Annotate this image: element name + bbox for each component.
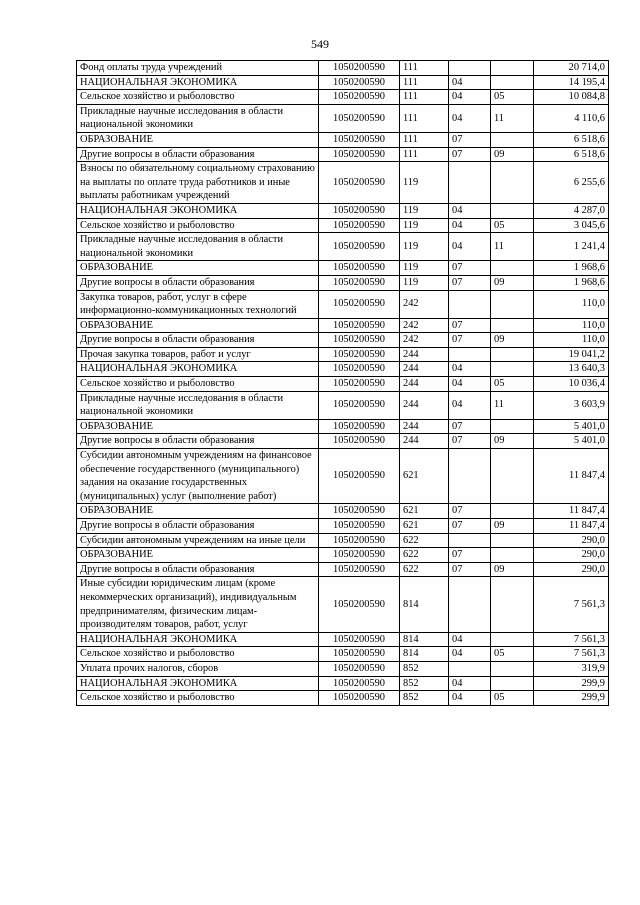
table-row [77, 577, 609, 632]
row-name-cell: НАЦИОНАЛЬНАЯ ЭКОНОМИКА [77, 632, 319, 647]
row-name-cell: ОБРАЗОВАНИЕ [77, 419, 319, 434]
row-section-cell: 07 [449, 261, 491, 276]
row-subsection-cell [491, 504, 534, 519]
row-section-cell: 07 [449, 519, 491, 534]
table-row [77, 104, 609, 132]
row-name-cell: Субсидии автономным учреждениям на иные цели [77, 533, 319, 548]
row-section-cell: 04 [449, 233, 491, 261]
table-row [77, 504, 609, 519]
row-amount-cell: 11 847,4 [534, 519, 609, 534]
row-section-cell: 04 [449, 676, 491, 691]
table-row [77, 61, 609, 76]
row-code-cell: 1050200590 [319, 419, 400, 434]
row-section-cell: 07 [449, 434, 491, 449]
row-subsection-cell [491, 132, 534, 147]
row-subsection-cell: 11 [491, 391, 534, 419]
row-code-cell: 1050200590 [319, 449, 400, 504]
row-name-cell: Сельское хозяйство и рыболовство [77, 377, 319, 392]
row-name-cell: Сельское хозяйство и рыболовство [77, 691, 319, 706]
row-amount-cell: 20 714,0 [534, 61, 609, 76]
row-expense-type-cell: 242 [400, 333, 449, 348]
row-amount-cell: 6 518,6 [534, 132, 609, 147]
row-section-cell: 07 [449, 562, 491, 577]
row-name-cell: Сельское хозяйство и рыболовство [77, 218, 319, 233]
row-code-cell: 1050200590 [319, 290, 400, 318]
row-subsection-cell: 09 [491, 562, 534, 577]
row-amount-cell: 299,9 [534, 676, 609, 691]
row-expense-type-cell: 119 [400, 162, 449, 204]
row-name-cell: Другие вопросы в области образования [77, 519, 319, 534]
row-subsection-cell: 05 [491, 218, 534, 233]
row-name-cell: Другие вопросы в области образования [77, 333, 319, 348]
row-amount-cell: 11 847,4 [534, 449, 609, 504]
row-amount-cell: 13 640,3 [534, 362, 609, 377]
row-code-cell: 1050200590 [319, 577, 400, 632]
row-section-cell [449, 533, 491, 548]
row-name-cell: Прикладные научные исследования в области национальной экономики [77, 104, 319, 132]
row-amount-cell: 290,0 [534, 562, 609, 577]
row-code-cell: 1050200590 [319, 132, 400, 147]
row-expense-type-cell: 119 [400, 233, 449, 261]
row-amount-cell: 3 045,6 [534, 218, 609, 233]
row-section-cell: 07 [449, 318, 491, 333]
row-section-cell: 04 [449, 218, 491, 233]
row-expense-type-cell: 111 [400, 90, 449, 105]
row-amount-cell: 10 084,8 [534, 90, 609, 105]
row-section-cell: 04 [449, 90, 491, 105]
row-subsection-cell: 11 [491, 104, 534, 132]
row-code-cell: 1050200590 [319, 333, 400, 348]
table-row [77, 233, 609, 261]
row-section-cell: 04 [449, 632, 491, 647]
row-subsection-cell: 11 [491, 233, 534, 261]
row-section-cell: 07 [449, 419, 491, 434]
row-name-cell: Уплата прочих налогов, сборов [77, 661, 319, 676]
table-row [77, 691, 609, 706]
table-row [77, 377, 609, 392]
row-section-cell [449, 577, 491, 632]
table-row [77, 162, 609, 204]
row-name-cell: Фонд оплаты труда учреждений [77, 61, 319, 76]
table-row [77, 676, 609, 691]
row-subsection-cell: 09 [491, 434, 534, 449]
row-section-cell: 04 [449, 377, 491, 392]
row-name-cell: Прикладные научные исследования в области национальной экономики [77, 233, 319, 261]
row-section-cell: 07 [449, 147, 491, 162]
row-expense-type-cell: 244 [400, 377, 449, 392]
row-name-cell: Субсидии автономным учреждениям на финансовое обеспечение государственного (муниципального) задания на оказание государственных (муниципальных) услуг (выполнение работ) [77, 449, 319, 504]
row-code-cell: 1050200590 [319, 434, 400, 449]
row-name-cell: ОБРАЗОВАНИЕ [77, 548, 319, 563]
row-section-cell: 04 [449, 203, 491, 218]
row-expense-type-cell: 244 [400, 347, 449, 362]
row-subsection-cell [491, 290, 534, 318]
row-code-cell: 1050200590 [319, 632, 400, 647]
row-code-cell: 1050200590 [319, 90, 400, 105]
row-code-cell: 1050200590 [319, 233, 400, 261]
row-subsection-cell [491, 347, 534, 362]
table-row [77, 347, 609, 362]
row-code-cell: 1050200590 [319, 661, 400, 676]
row-amount-cell: 6 518,6 [534, 147, 609, 162]
row-expense-type-cell: 111 [400, 104, 449, 132]
row-amount-cell: 110,0 [534, 318, 609, 333]
row-amount-cell: 1 241,4 [534, 233, 609, 261]
row-code-cell: 1050200590 [319, 647, 400, 662]
budget-table [76, 60, 609, 706]
row-amount-cell: 1 968,6 [534, 275, 609, 290]
row-subsection-cell [491, 61, 534, 76]
row-expense-type-cell: 621 [400, 449, 449, 504]
table-row [77, 548, 609, 563]
row-name-cell: Другие вопросы в области образования [77, 562, 319, 577]
row-expense-type-cell: 852 [400, 661, 449, 676]
row-section-cell: 04 [449, 647, 491, 662]
row-subsection-cell [491, 162, 534, 204]
table-row [77, 562, 609, 577]
row-subsection-cell [491, 318, 534, 333]
row-expense-type-cell: 119 [400, 218, 449, 233]
row-subsection-cell: 05 [491, 90, 534, 105]
row-amount-cell: 4 287,0 [534, 203, 609, 218]
row-name-cell: ОБРАЗОВАНИЕ [77, 261, 319, 276]
row-expense-type-cell: 814 [400, 647, 449, 662]
table-row [77, 391, 609, 419]
row-section-cell: 04 [449, 691, 491, 706]
row-amount-cell: 290,0 [534, 548, 609, 563]
row-subsection-cell: 05 [491, 377, 534, 392]
row-amount-cell: 1 968,6 [534, 261, 609, 276]
row-subsection-cell [491, 203, 534, 218]
row-code-cell: 1050200590 [319, 275, 400, 290]
row-name-cell: НАЦИОНАЛЬНАЯ ЭКОНОМИКА [77, 203, 319, 218]
row-expense-type-cell: 814 [400, 632, 449, 647]
row-code-cell: 1050200590 [319, 391, 400, 419]
table-row [77, 533, 609, 548]
row-subsection-cell [491, 676, 534, 691]
row-amount-cell: 319,9 [534, 661, 609, 676]
row-expense-type-cell: 111 [400, 75, 449, 90]
row-amount-cell: 4 110,6 [534, 104, 609, 132]
table-row [77, 90, 609, 105]
row-section-cell: 04 [449, 75, 491, 90]
table-row [77, 434, 609, 449]
table-row [77, 318, 609, 333]
row-expense-type-cell: 622 [400, 533, 449, 548]
row-subsection-cell [491, 362, 534, 377]
row-amount-cell: 7 561,3 [534, 577, 609, 632]
row-name-cell: Прикладные научные исследования в области национальной экономики [77, 391, 319, 419]
row-code-cell: 1050200590 [319, 362, 400, 377]
row-expense-type-cell: 242 [400, 318, 449, 333]
row-subsection-cell: 05 [491, 691, 534, 706]
row-amount-cell: 5 401,0 [534, 419, 609, 434]
row-code-cell: 1050200590 [319, 261, 400, 276]
row-expense-type-cell: 244 [400, 419, 449, 434]
table-row [77, 261, 609, 276]
row-subsection-cell [491, 577, 534, 632]
row-code-cell: 1050200590 [319, 61, 400, 76]
row-code-cell: 1050200590 [319, 162, 400, 204]
row-expense-type-cell: 111 [400, 147, 449, 162]
row-name-cell: Иные субсидии юридическим лицам (кроме некоммерческих организаций), индивидуальным предпринимателям, физическим лицам-производителям товаров, работ, услуг [77, 577, 319, 632]
row-name-cell: Взносы по обязательному социальному страхованию на выплаты по оплате труда работников и иные выплаты работникам учреждений [77, 162, 319, 204]
row-subsection-cell [491, 533, 534, 548]
row-amount-cell: 7 561,3 [534, 647, 609, 662]
row-subsection-cell: 05 [491, 647, 534, 662]
row-code-cell: 1050200590 [319, 533, 400, 548]
row-code-cell: 1050200590 [319, 203, 400, 218]
row-subsection-cell [491, 548, 534, 563]
row-expense-type-cell: 244 [400, 391, 449, 419]
row-name-cell: Сельское хозяйство и рыболовство [77, 647, 319, 662]
row-amount-cell: 11 847,4 [534, 504, 609, 519]
row-expense-type-cell: 621 [400, 504, 449, 519]
row-amount-cell: 3 603,9 [534, 391, 609, 419]
row-subsection-cell [491, 661, 534, 676]
row-section-cell [449, 449, 491, 504]
row-section-cell: 07 [449, 275, 491, 290]
table-row [77, 75, 609, 90]
row-expense-type-cell: 852 [400, 676, 449, 691]
row-expense-type-cell: 852 [400, 691, 449, 706]
row-amount-cell: 10 036,4 [534, 377, 609, 392]
row-name-cell: НАЦИОНАЛЬНАЯ ЭКОНОМИКА [77, 75, 319, 90]
table-row [77, 333, 609, 348]
row-name-cell: Прочая закупка товаров, работ и услуг [77, 347, 319, 362]
row-section-cell: 07 [449, 548, 491, 563]
table-row [77, 419, 609, 434]
row-section-cell [449, 661, 491, 676]
row-subsection-cell [491, 632, 534, 647]
row-section-cell [449, 162, 491, 204]
row-expense-type-cell: 242 [400, 290, 449, 318]
row-amount-cell: 110,0 [534, 290, 609, 318]
row-subsection-cell: 09 [491, 147, 534, 162]
table-row [77, 147, 609, 162]
row-section-cell [449, 61, 491, 76]
row-name-cell: НАЦИОНАЛЬНАЯ ЭКОНОМИКА [77, 676, 319, 691]
row-subsection-cell: 09 [491, 519, 534, 534]
table-row [77, 661, 609, 676]
table-row [77, 290, 609, 318]
row-name-cell: ОБРАЗОВАНИЕ [77, 318, 319, 333]
row-name-cell: Другие вопросы в области образования [77, 434, 319, 449]
row-amount-cell: 290,0 [534, 533, 609, 548]
row-name-cell: Другие вопросы в области образования [77, 147, 319, 162]
table-row [77, 203, 609, 218]
row-code-cell: 1050200590 [319, 104, 400, 132]
row-subsection-cell: 09 [491, 333, 534, 348]
table-row [77, 275, 609, 290]
page-number: 549 [311, 37, 329, 51]
row-code-cell: 1050200590 [319, 318, 400, 333]
row-code-cell: 1050200590 [319, 147, 400, 162]
row-code-cell: 1050200590 [319, 676, 400, 691]
row-code-cell: 1050200590 [319, 562, 400, 577]
row-subsection-cell: 09 [491, 275, 534, 290]
table-row [77, 132, 609, 147]
row-code-cell: 1050200590 [319, 218, 400, 233]
row-section-cell: 04 [449, 362, 491, 377]
row-section-cell: 07 [449, 132, 491, 147]
row-subsection-cell [491, 449, 534, 504]
row-section-cell: 07 [449, 333, 491, 348]
row-section-cell: 04 [449, 104, 491, 132]
row-code-cell: 1050200590 [319, 548, 400, 563]
row-expense-type-cell: 111 [400, 61, 449, 76]
row-name-cell: Закупка товаров, работ, услуг в сфере информационно-коммуникационных технологий [77, 290, 319, 318]
row-expense-type-cell: 622 [400, 548, 449, 563]
row-amount-cell: 299,9 [534, 691, 609, 706]
row-expense-type-cell: 814 [400, 577, 449, 632]
row-expense-type-cell: 119 [400, 203, 449, 218]
row-code-cell: 1050200590 [319, 75, 400, 90]
table-row [77, 519, 609, 534]
row-section-cell: 04 [449, 391, 491, 419]
row-name-cell: НАЦИОНАЛЬНАЯ ЭКОНОМИКА [77, 362, 319, 377]
row-expense-type-cell: 244 [400, 434, 449, 449]
table-row [77, 218, 609, 233]
row-code-cell: 1050200590 [319, 347, 400, 362]
row-amount-cell: 7 561,3 [534, 632, 609, 647]
table-row [77, 647, 609, 662]
table-row [77, 362, 609, 377]
row-code-cell: 1050200590 [319, 504, 400, 519]
row-section-cell [449, 347, 491, 362]
row-subsection-cell [491, 261, 534, 276]
row-name-cell: Другие вопросы в области образования [77, 275, 319, 290]
table-row [77, 449, 609, 504]
budget-table-body [77, 61, 609, 706]
row-code-cell: 1050200590 [319, 377, 400, 392]
row-amount-cell: 6 255,6 [534, 162, 609, 204]
row-amount-cell: 110,0 [534, 333, 609, 348]
row-expense-type-cell: 622 [400, 562, 449, 577]
row-code-cell: 1050200590 [319, 519, 400, 534]
row-section-cell: 07 [449, 504, 491, 519]
table-row [77, 632, 609, 647]
row-expense-type-cell: 119 [400, 275, 449, 290]
row-subsection-cell [491, 75, 534, 90]
row-amount-cell: 5 401,0 [534, 434, 609, 449]
row-section-cell [449, 290, 491, 318]
row-name-cell: ОБРАЗОВАНИЕ [77, 504, 319, 519]
row-code-cell: 1050200590 [319, 691, 400, 706]
row-subsection-cell [491, 419, 534, 434]
row-expense-type-cell: 119 [400, 261, 449, 276]
row-amount-cell: 19 041,2 [534, 347, 609, 362]
row-expense-type-cell: 621 [400, 519, 449, 534]
row-expense-type-cell: 111 [400, 132, 449, 147]
row-name-cell: ОБРАЗОВАНИЕ [77, 132, 319, 147]
row-name-cell: Сельское хозяйство и рыболовство [77, 90, 319, 105]
row-amount-cell: 14 195,4 [534, 75, 609, 90]
row-expense-type-cell: 244 [400, 362, 449, 377]
